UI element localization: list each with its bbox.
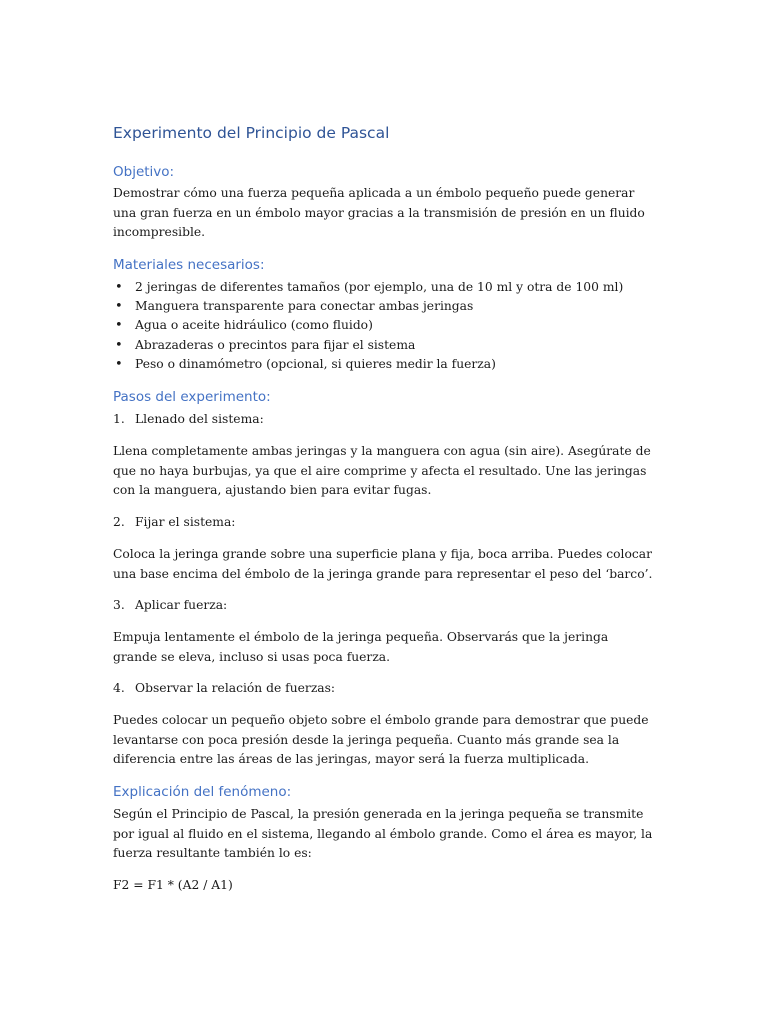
step-4-text: Puedes colocar un pequeño objeto sobre el émbolo grande para demostrar que puede levantarse con poca presión desde la jeringa pequeña. Cuanto más grande sea la diferencia entre las áreas de las jeringas, mayor será la fuerza multiplicada. — [113, 713, 649, 766]
step-1-label — [113, 410, 264, 429]
material-item-2: Manguera transparente para conectar ambas jeringas — [135, 299, 474, 314]
material-item-1: 2 jeringas de diferentes tamaños (por ejemplo, una de 10 ml y otra de 100 ml) — [135, 280, 624, 294]
step-4-label — [113, 679, 335, 698]
step-label: Fijar el sistema: — [135, 515, 236, 529]
step-number: 4. — [113, 681, 125, 695]
step-3-text: Empuja lentamente el émbolo de la jeringa pequeña. Observarás que la jeringa grande se eleva, incluso si usas poca fuerza. — [113, 630, 609, 664]
step-number: 3. — [113, 598, 125, 612]
material-item-4: Abrazaderas o precintos para fijar el sistema — [135, 337, 416, 352]
step-3-label — [113, 596, 227, 615]
explanation-text: Según el Principio de Pascal, la presión generada en la jeringa pequeña se transmite por igual al fluido en el sistema, llegando al émbolo grande. Como el área es mayor, la fuerza resultante también lo es: — [113, 807, 653, 860]
document-title: Experimento del Principio de Pascal — [113, 124, 390, 142]
step-label: Observar la relación de fuerzas: — [135, 681, 336, 695]
material-item-3: Agua o aceite hidráulico (como fluido) — [135, 318, 373, 333]
objective-text: Demostrar cómo una fuerza pequeña aplicada a un émbolo pequeño puede generar una gran fuerza en un émbolo mayor gracias a la transmisión de presión en un fluido incompresible. — [113, 186, 645, 239]
objective-heading: Objetivo: — [113, 164, 175, 180]
bullet-icon: • — [115, 337, 123, 353]
step-number: 2. — [113, 515, 125, 529]
materials-heading: Materiales necesarios: — [113, 257, 265, 273]
explanation-heading: Explicación del fenómeno: — [113, 784, 292, 800]
bullet-icon: • — [115, 356, 123, 372]
step-2-label — [113, 513, 235, 532]
step-label: Aplicar fuerza: — [135, 598, 228, 612]
material-item-5: Peso o dinamómetro (opcional, si quieres medir la fuerza) — [135, 356, 496, 371]
bullet-icon: • — [115, 318, 123, 334]
formula-text: F2 = F1 * (A2 / A1) — [113, 878, 233, 892]
steps-heading: Pasos del experimento: — [113, 389, 271, 405]
bullet-icon: • — [115, 280, 123, 295]
step-number: 1. — [113, 412, 125, 426]
bullet-icon: • — [115, 299, 123, 315]
step-label: Llenado del sistema: — [135, 412, 264, 426]
step-1-text: Llena completamente ambas jeringas y la manguera con agua (sin aire). Asegúrate de que no haya burbujas, ya que el aire comprime y afecta el resultado. Une las jeringas con la manguera, ajustando bien para evitar fugas. — [113, 444, 651, 497]
step-2-text: Coloca la jeringa grande sobre una superficie plana y fija, boca arriba. Puedes colocar una base encima del émbolo de la jeringa grande para representar el peso del ‘barco’. — [113, 547, 653, 581]
